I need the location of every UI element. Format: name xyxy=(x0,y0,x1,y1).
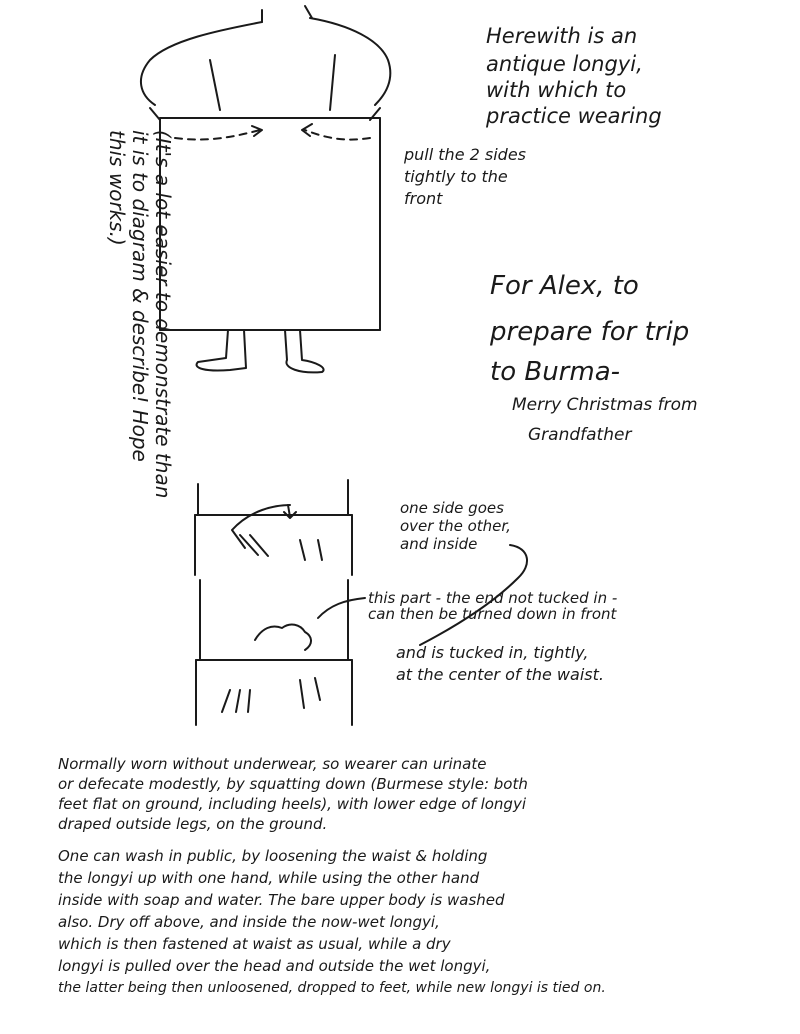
dedication-line: to Burma- xyxy=(490,357,621,387)
pull-note-line: front xyxy=(404,189,443,208)
signature: Grandfather xyxy=(528,425,632,445)
greeting: Merry Christmas from xyxy=(512,395,698,415)
pull-note-line: pull the 2 sides xyxy=(404,145,526,164)
figure-wearing-longyi-drawing xyxy=(141,6,390,372)
note-top-line: Herewith is an xyxy=(486,24,638,48)
paragraph-line: Normally worn without underwear, so wearer can urinate xyxy=(58,755,487,773)
paragraph-line: the latter being then unloosened, dropped to feet, while new longyi is tied on. xyxy=(58,980,606,996)
paragraph-line: One can wash in public, by loosening the waist & holding xyxy=(58,847,488,865)
paragraph-line: feet flat on ground, including heels), with lower edge of longyi xyxy=(58,795,527,813)
dedication-line: For Alex, to xyxy=(490,271,639,301)
paragraph-line: or defecate modestly, by squatting down (Burmese style: both xyxy=(58,775,528,793)
tucked-line: and is tucked in, tightly, xyxy=(396,643,589,662)
tucked-line: at the center of the waist. xyxy=(396,665,604,684)
paragraph-line: inside with soap and water. The bare upper body is washed xyxy=(58,891,505,909)
this-part-line: this part - the end not tucked in - xyxy=(368,589,618,607)
one-side-line: over the other, xyxy=(400,517,511,535)
paragraph-line: the longyi up with one hand, while using the other hand xyxy=(58,869,480,887)
note-top-line: antique longyi, xyxy=(486,52,643,76)
paragraph-line: also. Dry off above, and inside the now-wet longyi, xyxy=(58,913,440,931)
side-note-line: this works.) xyxy=(105,130,129,246)
paragraph-line: longyi is pulled over the head and outside the wet longyi, xyxy=(58,957,491,975)
paragraph-line: draped outside legs, on the ground. xyxy=(58,815,328,833)
side-note-line: (It's a lot easier to demonstrate than xyxy=(151,130,175,499)
side-note xyxy=(105,130,174,498)
one-side-line: and inside xyxy=(400,535,478,553)
side-note-line: it is to diagram & describe! Hope xyxy=(128,130,152,462)
this-part-line: can then be turned down in front xyxy=(368,605,617,623)
pull-note-line: tightly to the xyxy=(404,167,508,186)
paragraph-line: which is then fastened at waist as usual, while a dry xyxy=(58,935,451,953)
note-top-line: practice wearing xyxy=(486,104,662,128)
one-side-line: one side goes xyxy=(400,499,504,517)
note-top-line: with which to xyxy=(486,78,627,102)
dedication-line: prepare for trip xyxy=(490,317,690,347)
